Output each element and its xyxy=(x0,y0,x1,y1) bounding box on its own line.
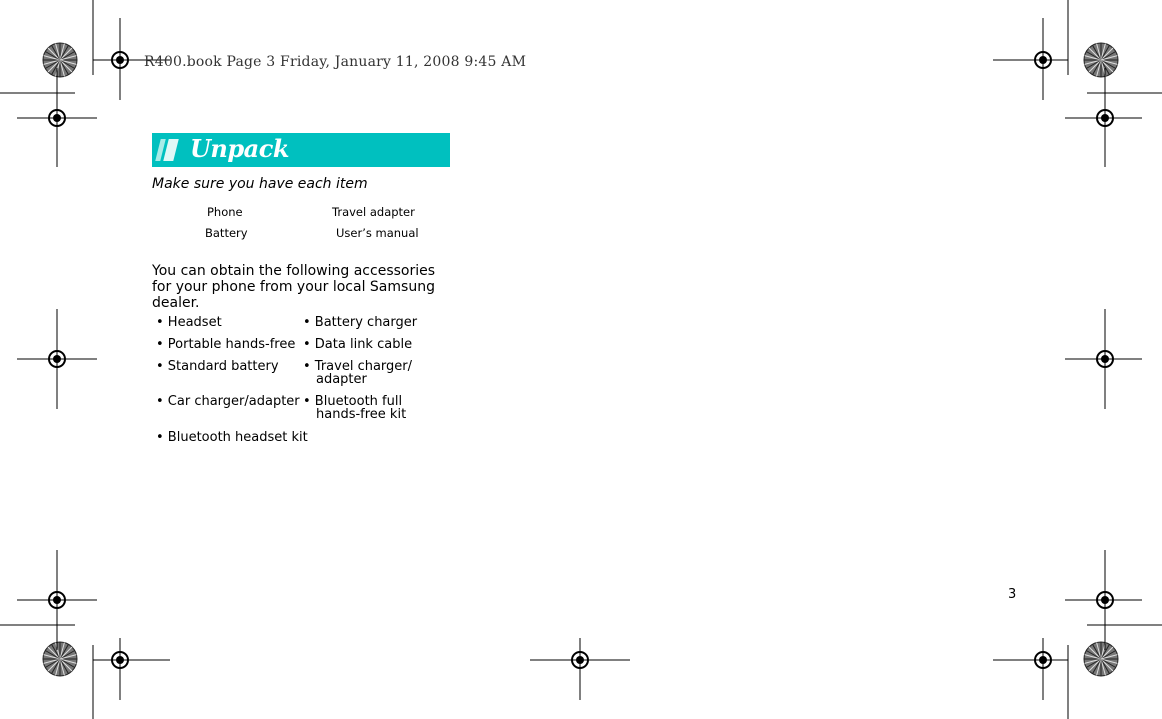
accessory-left: • Portable hands-free xyxy=(156,337,296,352)
color-wheel-icon xyxy=(43,43,77,77)
item-phone: Phone xyxy=(207,205,243,219)
accessory-left: • Car charger/adapter xyxy=(156,394,300,409)
banner-stripe-icon xyxy=(163,139,178,161)
accessory-left: • Bluetooth headset kit xyxy=(156,430,308,445)
color-wheel-icon xyxy=(1084,642,1118,676)
item-travel-adapter: Travel adapter xyxy=(332,205,415,219)
accessories-intro: You can obtain the following accessories for your phone from your local Samsung dealer. xyxy=(152,263,436,311)
accessory-left: • Standard battery xyxy=(156,359,279,374)
accessory-left: • Headset xyxy=(156,315,222,330)
item-users-manual: User’s manual xyxy=(336,226,419,240)
accessory-right: • Battery charger xyxy=(303,315,418,330)
accessory-right: • Travel charger/ xyxy=(303,359,413,374)
accessory-right: • Bluetooth full xyxy=(303,394,403,409)
color-wheel-icon xyxy=(1084,43,1118,77)
accessory-right: • Data link cable xyxy=(303,337,413,352)
accessory-right-continued: adapter xyxy=(316,372,367,387)
print-header: R400.book Page 3 Friday, January 11, 2008 9:45 AM xyxy=(144,54,527,70)
section-banner xyxy=(152,133,450,167)
section-title: Unpack xyxy=(190,134,289,163)
item-battery: Battery xyxy=(205,226,248,240)
color-wheel-icon xyxy=(43,642,77,676)
page-number: 3 xyxy=(1008,587,1017,602)
section-subtitle: Make sure you have each item xyxy=(152,176,368,192)
accessory-right-continued: hands-free kit xyxy=(316,407,407,422)
